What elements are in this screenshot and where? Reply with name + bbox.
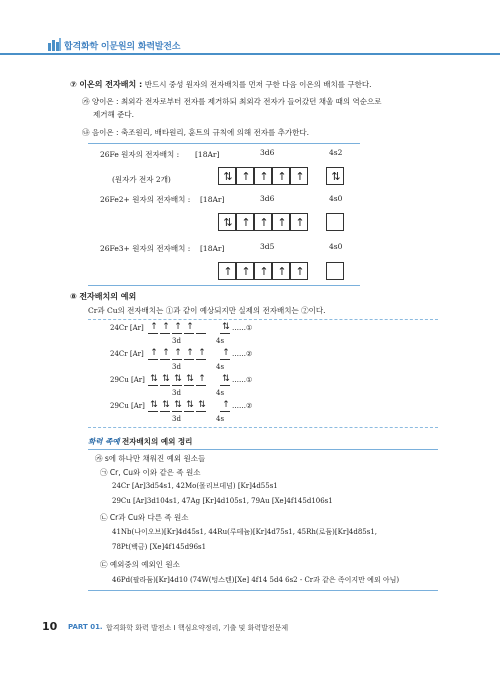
orbital-line: [184, 411, 194, 412]
exception-3d-label: 3d: [172, 415, 181, 423]
box-a: ㉮ s에 하나만 채워진 예외 원소들: [95, 454, 206, 463]
electron-arrow-icon: ⇅: [162, 400, 168, 410]
electron-arrow-icon: ↑: [186, 322, 192, 332]
sec7-a-mark: ㉮: [82, 97, 90, 106]
box-a1-line2: 29Cu [Ar]3d104s1, 47Ag [Kr]4d105s1, 79Au [Xe]4f145d106s1: [112, 497, 333, 505]
orbital-line: [172, 385, 182, 386]
d-orbital-box: [236, 167, 254, 185]
fe3-s-label: 4s0: [329, 242, 343, 251]
orbital-line: [220, 333, 230, 334]
building-logo-icon: [48, 38, 61, 51]
orbital-line: [160, 333, 170, 334]
electron-arrow-icon: ↑: [277, 170, 285, 183]
sec8-top-rule: [88, 319, 438, 320]
orbital-line: [220, 385, 230, 386]
electron-arrow-icon: ⇅: [150, 400, 156, 410]
box-a2-line1: 41Nb(나이오브)[Kr]4d45s1, 44Ru(루테늄)[Kr]4d75s1, 45Rh(로듐)[Kr]4d85s1,: [112, 528, 378, 536]
fe2-d-label: 3d6: [260, 194, 275, 203]
electron-arrow-icon: ↑: [295, 170, 303, 183]
sec8-bottom-rule: [88, 427, 438, 428]
config-bottom-rule: [88, 285, 360, 286]
s-orbital-box: [326, 167, 344, 185]
electron-arrow-icon: ↑: [259, 170, 267, 183]
box-heading: [88, 437, 192, 447]
orbital-line: [160, 411, 170, 412]
sec7-b-mark: ㉯: [82, 128, 90, 137]
fe-note: (원자가 전자 2개): [112, 175, 171, 184]
orbital-line: [148, 411, 158, 412]
d-orbital-box: [254, 262, 272, 280]
sec8-heading: [70, 292, 136, 302]
sec8-number: ⑧: [70, 292, 77, 301]
sec7-anion: [82, 128, 309, 138]
electron-arrow-icon: ↑: [295, 216, 303, 229]
electron-arrow-icon: ⇅: [223, 170, 231, 183]
exception-4s-label: 4s: [216, 389, 225, 397]
d-orbital-box: [290, 213, 308, 231]
orbital-line: [184, 385, 194, 386]
sec7-a-text1: 최외각 전자로부터 전자를 제거하되 최외각 전자가 들어갔던 채울 때의 역순으로: [120, 97, 382, 106]
electron-arrow-icon: ↑: [198, 348, 204, 358]
box-a1-line1: 24Cr [Ar]3d54s1, 42Mo(몰리브데넘) [Kr]4d55s1: [112, 482, 278, 490]
electron-arrow-icon: ↑: [241, 170, 249, 183]
electron-arrow-icon: ⇅: [186, 374, 192, 384]
footer-part: PART 01.: [68, 623, 103, 631]
electron-arrow-icon: ↑: [162, 348, 168, 358]
footer-text: 합격화학 화력 발전소 I 핵심요약정리, 기출 및 화력발전문제: [106, 624, 289, 632]
fe-d-label: 3d6: [260, 148, 275, 157]
electron-arrow-icon: ↑: [241, 265, 249, 278]
electron-arrow-icon: ↑: [277, 265, 285, 278]
d-orbital-box: [290, 262, 308, 280]
exception-3d-label: 3d: [172, 389, 181, 397]
electron-arrow-icon: ↑: [259, 265, 267, 278]
exception-element: 29Cu [Ar]: [110, 376, 145, 384]
sec8-title: 전자배치의 예외: [79, 292, 137, 301]
orbital-line: [148, 385, 158, 386]
exception-element: 24Cr [Ar]: [110, 350, 144, 358]
box-a2: ㉡ Cr과 Cu와 다른 족 원소: [100, 513, 189, 522]
sec7-title: 이온의 전자배치 :: [79, 80, 143, 89]
exception-4s-label: 4s: [216, 363, 225, 371]
orbital-line: [172, 359, 182, 360]
box-a1: ㉠ Cr, Cu와 이와 같은 족 원소: [100, 468, 201, 477]
sec7-b-text: 축조원리, 배타원리, 훈트의 규칙에 의해 전자를 추가한다.: [120, 128, 310, 137]
orbital-line: [196, 359, 206, 360]
electron-arrow-icon: ⇅: [174, 400, 180, 410]
d-orbital-box: [254, 213, 272, 231]
exception-4s-label: 4s: [216, 415, 225, 423]
electron-arrow-icon: ⇅: [186, 400, 192, 410]
box-title: 전자배치의 예외 정리: [121, 437, 193, 446]
d-orbital-box: [218, 213, 236, 231]
exception-mark: ……②: [232, 402, 253, 410]
d-orbital-box: [272, 167, 290, 185]
fe-label: 26Fe 원자의 전자배치 :: [100, 150, 180, 159]
electron-arrow-icon: ↑: [198, 374, 204, 384]
orbital-line: [196, 333, 206, 334]
orbital-line: [184, 359, 194, 360]
box-a3-line1: 46Pd(팔라듐)[Kr]4d10 (74W(텅스텐)[Xe] 4f14 5d4 6s2 - Cr과 같은 족이지만 예외 아님): [112, 576, 400, 584]
orbital-line: [160, 385, 170, 386]
electron-arrow-icon: ↑: [150, 348, 156, 358]
orbital-line: [196, 411, 206, 412]
electron-arrow-icon: ↑: [150, 322, 156, 332]
d-orbital-box: [218, 167, 236, 185]
d-orbital-box: [290, 167, 308, 185]
electron-arrow-icon: ↑: [162, 322, 168, 332]
exception-3d-label: 3d: [172, 337, 181, 345]
header-title: 합격화학 이문원의 화력발전소: [64, 42, 181, 52]
electron-arrow-icon: ⇅: [174, 374, 180, 384]
orbital-line: [220, 359, 230, 360]
fe2-s-label: 4s0: [329, 194, 343, 203]
fe3-label: 26Fe3+ 원자의 전자배치 :: [100, 244, 191, 253]
sec7-a-text2: 제거해 준다.: [93, 110, 134, 119]
box-a3: ㉢ 예외중의 예외인 원소: [100, 560, 180, 569]
fe2-label: 26Fe2+ 원자의 전자배치 :: [100, 195, 191, 204]
electron-arrow-icon: ⇅: [331, 170, 339, 183]
d-orbital-box: [218, 262, 236, 280]
orbital-line: [172, 333, 182, 334]
d-orbital-box: [272, 213, 290, 231]
fe3-d-label: 3d5: [260, 242, 275, 251]
header-divider: [0, 53, 500, 55]
electron-arrow-icon: ⇅: [222, 322, 228, 332]
electron-arrow-icon: ⇅: [222, 374, 228, 384]
orbital-line: [148, 333, 158, 334]
orbital-line: [160, 359, 170, 360]
config-top-rule: [88, 143, 360, 144]
exception-3d-label: 3d: [172, 363, 181, 371]
d-orbital-box: [236, 262, 254, 280]
electron-arrow-icon: ↑: [223, 265, 231, 278]
d-orbital-box: [254, 167, 272, 185]
electron-arrow-icon: ↑: [259, 216, 267, 229]
box-top-rule: [88, 449, 438, 450]
fe-core: [18Ar]: [195, 150, 220, 159]
page-header: [0, 0, 500, 56]
electron-arrow-icon: ⇅: [162, 374, 168, 384]
electron-arrow-icon: ↑: [186, 348, 192, 358]
s-orbital-box: [326, 262, 344, 280]
electron-arrow-icon: ↑: [277, 216, 285, 229]
orbital-line: [220, 411, 230, 412]
s-orbital-box: [326, 213, 344, 231]
orbital-line: [148, 359, 158, 360]
electron-arrow-icon: ↑: [295, 265, 303, 278]
electron-arrow-icon: ↑: [174, 322, 180, 332]
exception-4s-label: 4s: [216, 337, 225, 345]
sec8-desc: Cr과 Cu의 전자배치는 ①과 같이 예상되지만 실제의 전자배치는 ②이다.: [88, 306, 326, 315]
fe2-core: [18Ar]: [200, 195, 225, 204]
box-tag: 화력 족예: [88, 437, 120, 446]
sec7-b-title: 음이온 :: [91, 128, 119, 137]
exception-mark: ……①: [232, 376, 253, 384]
box-bottom-rule: [88, 590, 438, 591]
sec7-a-title: 양이온 :: [91, 97, 119, 106]
page-number: 10: [42, 620, 58, 633]
exception-element: 29Cu [Ar]: [110, 402, 145, 410]
electron-arrow-icon: ⇅: [198, 400, 204, 410]
exception-element: 24Cr [Ar]: [110, 324, 144, 332]
electron-arrow-icon: ⇅: [150, 374, 156, 384]
exception-mark: ……①: [232, 324, 253, 332]
orbital-line: [172, 411, 182, 412]
orbital-line: [196, 385, 206, 386]
sec7-desc: 반드시 중성 원자의 전자배치를 먼저 구한 다음 이온의 배치를 구한다.: [144, 80, 372, 89]
fe3-core: [18Ar]: [200, 244, 225, 253]
fe-s-label: 4s2: [329, 148, 343, 157]
electron-arrow-icon: ↑: [222, 400, 228, 410]
d-orbital-box: [236, 213, 254, 231]
electron-arrow-icon: ⇅: [223, 216, 231, 229]
sec7-number: ⑦: [70, 80, 77, 89]
orbital-line: [184, 333, 194, 334]
electron-arrow-icon: ↑: [174, 348, 180, 358]
d-orbital-box: [272, 262, 290, 280]
box-a2-line2: 78Pt(백금) [Xe]4f145d96s1: [112, 543, 207, 551]
exception-mark: ……②: [232, 350, 253, 358]
sec7-heading: [70, 80, 371, 90]
sec7-cation: [82, 97, 381, 107]
electron-arrow-icon: ↑: [222, 348, 228, 358]
electron-arrow-icon: ↑: [241, 216, 249, 229]
electron-arrow-icon: [196, 322, 206, 332]
